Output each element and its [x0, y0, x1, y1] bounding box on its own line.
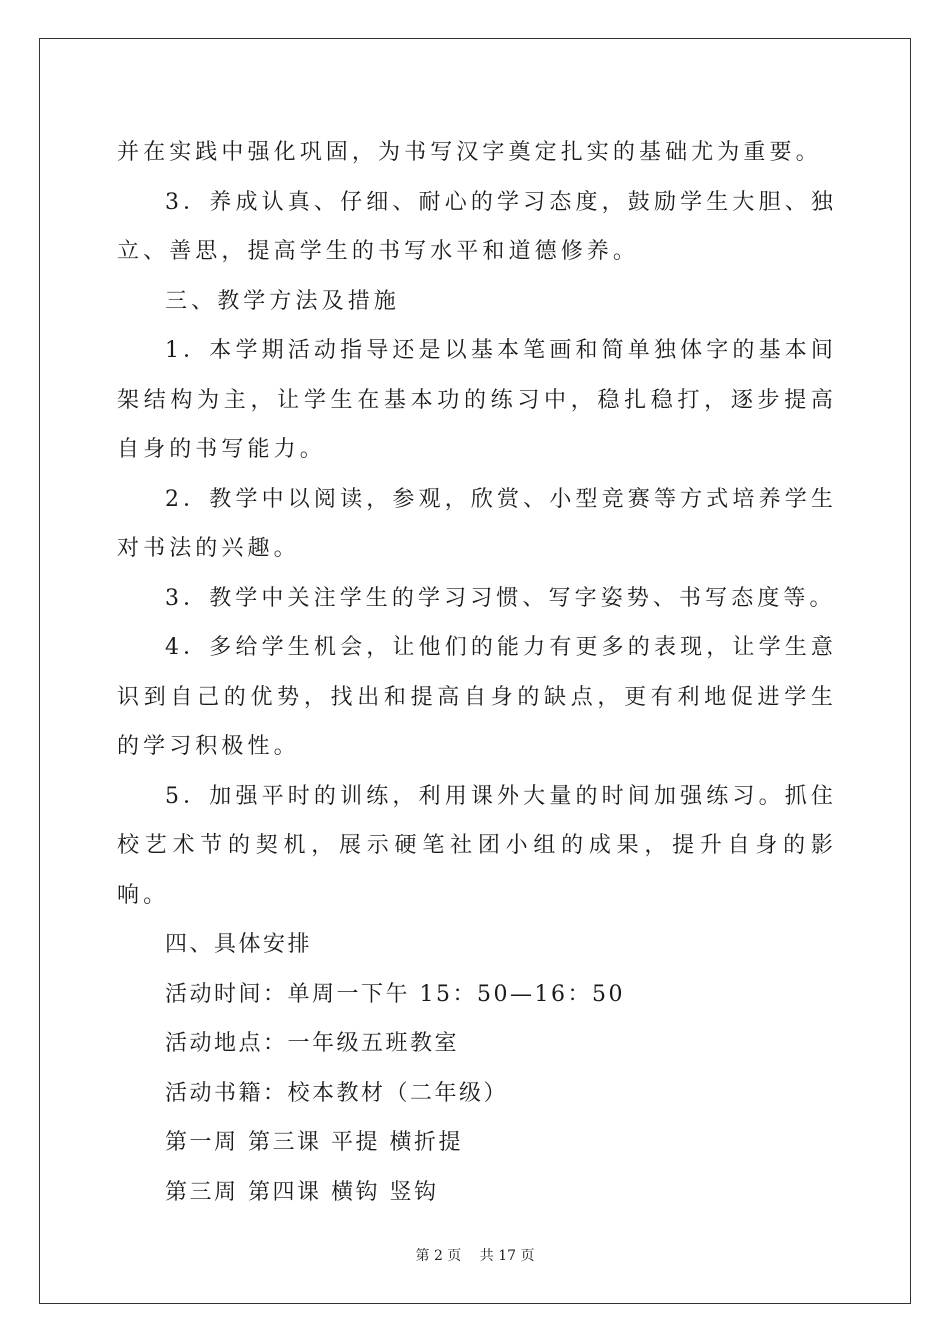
section-heading-schedule: 四、具体安排 — [165, 932, 313, 957]
page-number-footer: 第 2 页 共 17 页 — [415, 1248, 535, 1264]
schedule-week-1-line: 第一周 第三课 平提 横折提 — [165, 1130, 463, 1155]
method-item-4: 4．多给学生机会，让他们的能力有更多的表现，让学生意识到自己的优势，找出和提高自身的缺点，更有利地促进学生的学习积极性。 — [117, 635, 837, 759]
schedule-week-3-line: 第三周 第四课 横钩 竖钩 — [165, 1179, 439, 1205]
method-item-2: 2．教学中以阅读，参观，欣赏、小型竞赛等方式培养学生对书法的兴趣。 — [117, 486, 837, 561]
activity-time-line: 活动时间：单周一下午 15：50—16：50 — [165, 981, 625, 1007]
method-item-3: 3．教学中关注学生的学习习惯、写字姿势、书写态度等。 — [165, 585, 836, 611]
goal-item-3: 3．养成认真、仔细、耐心的学习态度，鼓励学生大胆、独立、善思，提高学生的书写水平和道德修养。 — [117, 189, 837, 264]
document-body — [117, 128, 837, 1217]
paragraph-continuation: 并在实践中强化巩固，为书写汉字奠定扎实的基础尤为重要。 — [117, 140, 822, 165]
method-item-1: 1．本学期活动指导还是以基本笔画和简单独体字的基本间架结构为主，让学生在基本功的练习中，稳扎稳打，逐步提高自身的书写能力。 — [117, 338, 837, 462]
activity-book-line: 活动书籍：校本教材（二年级） — [165, 1080, 509, 1106]
method-item-5: 5．加强平时的训练，利用课外大量的时间加强练习。抓住校艺术节的契机，展示硬笔社团小组的成果，提升自身的影响。 — [117, 783, 837, 908]
section-heading-teaching-methods: 三、教学方法及措施 — [165, 288, 400, 314]
activity-location-line: 活动地点：一年级五班教室 — [165, 1031, 460, 1056]
